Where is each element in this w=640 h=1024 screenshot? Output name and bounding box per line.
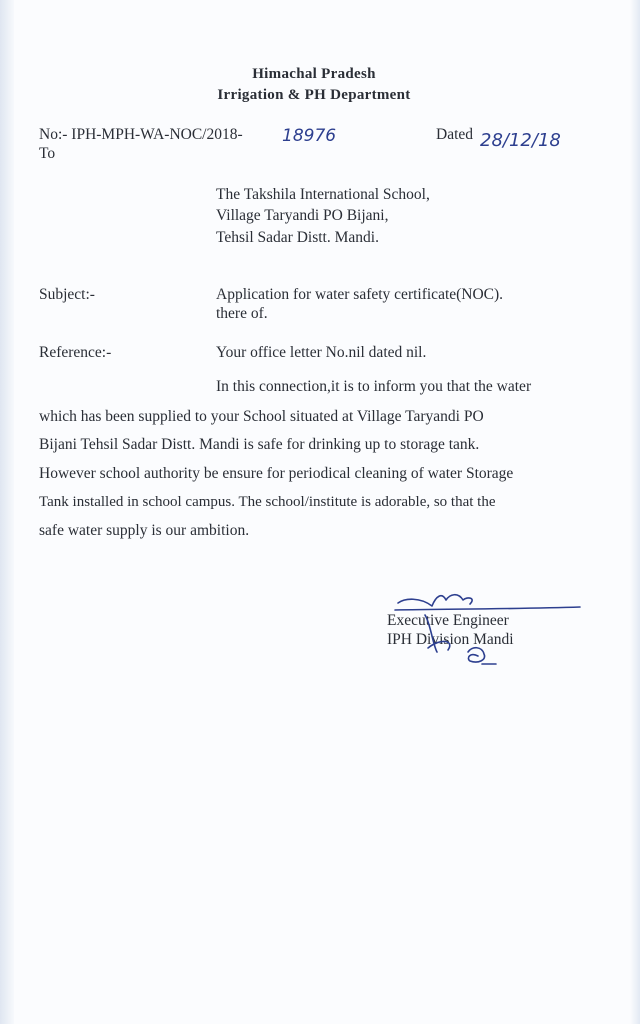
reference-text: Your office letter No.nil dated nil.: [216, 344, 427, 361]
signatory-title: Executive Engineer: [387, 612, 509, 629]
signatory-office: IPH Division Mandi: [387, 631, 514, 648]
subject-line: Application for water safety certificate(NOC).: [216, 286, 504, 303]
addressee-line: The Takshila International School,: [216, 186, 430, 203]
addressee-line: Village Taryandi PO Bijani,: [216, 207, 389, 224]
date-handwritten: 28/12/18: [480, 130, 561, 151]
body-line: which has been supplied to your School situated at Village Taryandi PO: [39, 408, 484, 425]
subject-label: Subject:-: [39, 286, 95, 303]
reference-number-handwritten: 18976: [282, 126, 337, 146]
reference-number-label: No:- IPH-MPH-WA-NOC/2018-: [39, 126, 243, 143]
body-line: safe water supply is our ambition.: [39, 522, 250, 539]
date-label: Dated: [436, 126, 474, 143]
subject-line: there of.: [216, 305, 268, 322]
addressee-line: Tehsil Sadar Distt. Mandi.: [216, 229, 379, 246]
body-line: Tank installed in school campus. The school/institute is adorable, so that the: [39, 494, 496, 510]
department-name: Irrigation & PH Department: [217, 87, 411, 103]
reference-label: Reference:-: [39, 344, 112, 361]
body-line: However school authority be ensure for periodical cleaning of water Storage: [39, 465, 514, 482]
department-state: Himachal Pradesh: [252, 66, 376, 82]
body-line: Bijani Tehsil Sadar Distt. Mandi is safe for drinking up to storage tank.: [39, 436, 480, 453]
body-line: In this connection,it is to inform you that the water: [216, 378, 532, 395]
to-label: To: [39, 145, 56, 162]
